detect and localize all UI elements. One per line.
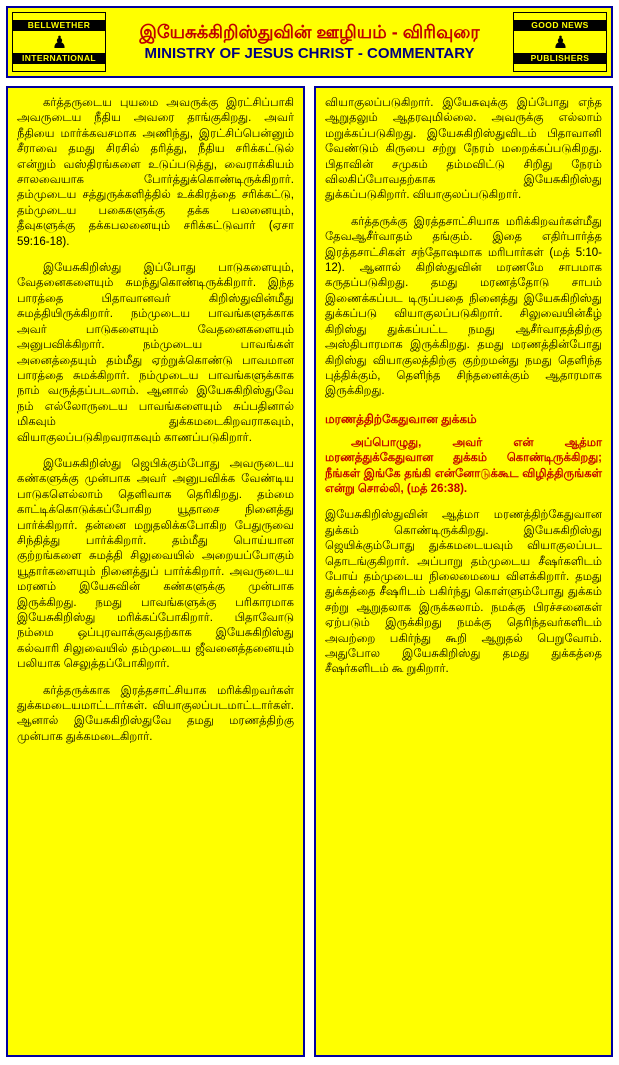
- paragraph: இயேசுகிறிஸ்துவின் ஆத்மா மரணத்திற்கேதுவான துக்கம் கொண்டிருக்கிறது. இயேசுகிறிஸ்து ஜெயிக்கும்போது துக்கமடையவும் வியாகுலப்பட தொடங்குகிறார். அப்பாறு தம்முடைய சீஷர்களிடம் போய் தம்முடைய நிலைமையை விளக்கிறார். தமது துக்கத்தை சீஷரிடம் பகிர்ந்து கொள்ளும்போது துக்கம் சற்று ஆறுதலாக இருக்கலாம். நமக்கு பிரச்சனைகள் ஏற்படும் இருக்கிறது நமக்கு தெரிந்தவர்களிடம் அவற்றை பகிர்ந்து கூறி ஆறுதல் பெறுவோம். அதுபோல இயேசுகிறிஸ்து தமது துக்கத்தை சீஷர்களிடம் கூ றுகிறார்.: [325, 509, 602, 676]
- paragraph: கர்த்தருக்கு இரத்தசாட்சியாக மரிக்கிறவர்கள்மீது தேவஆசீர்வாதம் தங்கும். இதை எதிர்பார்த்த இரத்தசாட்சிகள் சந்தோஷமாக மரிபார்கள் (மத் 5:10-12). ஆனால் கிறிஸ்துவின் மரணமே சாபமாக கருதப்படுகிறது. தமது மரணத்தோடு சாபம் இணைக்கப்பட டிருப்பதை நினைத்து இயேசுகிறிஸ்து துக்கப்படு வியாகுலப்படுகிறார். சிலுவையின்கீழ் கிறிஸ்து துக்கப்பட்ட நமது ஆசீர்வாதத்திற்கு அஸ்திபாரமாக இருக்கிறது. தமது மரணத்தின்போது கிறிஸ்து வியாகுலத்திற்கு குற்றமன்து நமது தெளிந்த புத்திக்கும், தெளிந்த சிந்தனைக்கும் ஆதாரமாக இருக்கிறது.: [325, 215, 602, 398]
- bell-icon: ♟: [552, 32, 568, 52]
- left-text-column: [6, 86, 305, 1057]
- bellwether-logo-bottom-band: INTERNATIONAL: [13, 53, 105, 64]
- paragraph: கர்த்தருக்காக இரத்தசாட்சியாக மரிக்கிறவர்கள் துக்கமடையமாட்டார்கள். வியாகுலப்படமாட்டார்கள். ஆனால் இயேசுகிறிஸ்துவே தமது மரணத்திற்கு முன்பாக துக்கமடைகிறார்.: [17, 684, 294, 743]
- paragraph: வியாகுலப்படுகிறார். இயேசுவுக்கு இப்போது எந்த ஆறுதலும் ஆதரவுமில்லை. அவருக்கு எல்லாம் மறுக்கப்படுகிறது. இயேசுகிறிஸ்துவிடம் பிதாவானி வேண்டும் கிருபை சற்று நேரம் மறைக்கப்படுகிறது. பிதாவின் சமுகம் தம்மவிட்டு சிறிது நேரம் விலகிப்போவதற்காக இயேசுகிறிஸ்து துக்கப்படுகிறார். வியாகுலப்படுகிறார்.: [325, 97, 602, 202]
- page-title-english: MINISTRY OF JESUS CHRIST - COMMENTARY: [144, 45, 475, 62]
- good-news-logo-emblem: [514, 31, 606, 53]
- scripture-quote: அப்பொழுது, அவர் என் ஆத்மா மரணத்துக்கேதுவான துக்கம் கொண்டிருக்கிறது; நீங்கள் இங்கே தங்கி என்னோடுக்கூட விழித்திருங்கள் என்று சொல்லி, (மத் 26:38).: [325, 436, 602, 495]
- right-text-column: [314, 86, 613, 1057]
- document-title-block: [110, 8, 509, 76]
- paragraph: இயேசுகிறிஸ்து இப்போது பாடுகளையும், வேதனைகளையும் சுமந்துகொண்டிருக்கிறார். இந்த பாரத்தை பிதாவானவர் கிறிஸ்துவின்மீது சுமத்தியிருக்கிறார். நம்முடைய பாவங்களுக்காக அவர் பாடுகளையும் வேதனைகளையும் அனுபவிக்கிறார். நம்முடைய பாவங்கள் அனைத்தையும் தம்மீது ஏற்றுக்கொண்டு பாவமான பாரத்தை சுமக்கிறார். நம்முடைய பாவங்களுக்காக நாம் வருத்தப்படலாம். ஆனால் இயேசுகிறிஸ்துவே நம் எல்லோருடைய பாவங்களையும் சுப்பதினால் மிகவும் துக்கமடைகிறவராகவும், வியாகுலப்படுகிறவராகவும் காணப்படுகிறார்.: [17, 262, 294, 444]
- bellwether-international-logo: [12, 12, 106, 72]
- good-news-logo-bottom-band: PUBLISHERS: [514, 53, 606, 64]
- page-title-tamil: இயேசுக்கிறிஸ்துவின் ஊழியம் - விரிவுரை: [139, 22, 480, 42]
- paragraph: கர்த்தருடைய புயமை அவருக்கு இரட்சிப்பாகி அவருடைய நீதிய அவரை தாங்குகிறது. அவர் நீதியை மார்க்கவசமாக அணிந்து, இரட்சிப்பென்னும் சீராவை தமது சிரசில் தரித்து, நீதிய சரிக்கட்டுல் என்றும் வஸ்திரங்களை உடுப்படுத்து, வைராக்கியம் சாலவையாக போர்த்துக்கொண்டிருக்கிறார். தம்முடைய சத்துருக்களித்தில் உக்கிரத்தை சரிக்கட்டு, தம்முடைய பகைகளுக்கு தக்க பலனையும், தீவுகளுக்கு தக்கபலனையும் சரிக்கட்டுவார் (ஏசா 59:16-18).: [17, 97, 294, 248]
- bellwether-logo-top-band: BELLWETHER: [13, 20, 105, 31]
- good-news-logo-top-band: GOOD NEWS: [514, 20, 606, 31]
- paragraph: இயேசுகிறிஸ்து ஜெபிக்கும்போது அவருடைய கண்களுக்கு முன்பாக அவர் அனுபவிக்க வேண்டிய பாடுகளெல்லாம் தெளிவாக தெரிகிறது. தம்மை காட்டிக்கொடுக்கப்போகிற யூதாசை நினைத்து பார்க்கிறார். தன்னை மறுதலிக்கபோகிற பேதுருவை சிந்தித்து பார்க்கிறார். தம்மீது பொய்யான குற்றங்களை சுமத்தி சிலுவையில் அறையப்போகும் யூதார்களையும் நினைத்துப் பார்க்கிறார். அவருடைய மரணம் இயேசுவின் கண்களுக்கு முன்பாக இருக்கிறது. நமது பாவங்களுக்கு பரிகாரமாக இயேசுகிறிஸ்து மரிக்கப்போகிறார். பிதாவோடு நம்மை ஒப்புரவாக்குவதற்காக இயேசுகிறிஸ்து கல்வாரி சிலுவையில் தம்முடைய ஜீவனைத்தனையும் பலியாக செலுத்தப்போகிறார்.: [17, 457, 294, 671]
- document-header: [6, 6, 613, 78]
- tower-icon: ♟: [51, 32, 67, 52]
- section-subheading: மரணத்திற்கேதுவான துக்கம்: [325, 411, 477, 426]
- good-news-publishers-logo: [513, 12, 607, 72]
- bellwether-logo-emblem: [13, 31, 105, 53]
